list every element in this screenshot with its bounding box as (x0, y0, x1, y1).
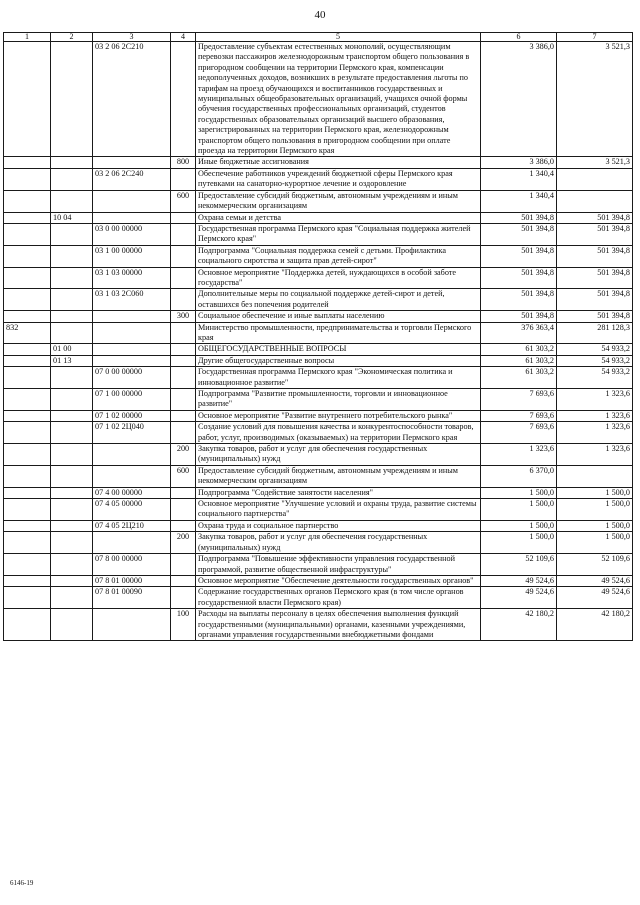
table-row (4, 422, 633, 444)
amount-year1-cell: 1 340,4 (481, 190, 557, 212)
column-number: 3 (93, 33, 171, 42)
admin-code-cell (4, 520, 51, 531)
admin-code-cell (4, 355, 51, 366)
admin-code-cell (4, 212, 51, 223)
description-cell: Социальное обеспечение и иные выплаты населению (196, 311, 481, 322)
amount-year1-cell: 61 303,2 (481, 344, 557, 355)
section-code-cell (51, 444, 93, 466)
admin-code-cell (4, 587, 51, 609)
amount-year2-cell: 49 524,6 (557, 575, 633, 586)
table-row (4, 609, 633, 641)
admin-code-cell (4, 157, 51, 168)
target-article-cell: 07 4 00 00000 (93, 487, 171, 498)
description-cell: Дополнительные меры по социальной поддержке детей-сирот и детей, оставшихся без попечения родителей (196, 289, 481, 311)
amount-year2-cell: 52 109,6 (557, 554, 633, 576)
admin-code-cell (4, 190, 51, 212)
amount-year2-cell: 501 394,8 (557, 289, 633, 311)
expense-type-cell: 200 (171, 444, 196, 466)
admin-code-cell (4, 487, 51, 498)
description-cell: Содержание государственных органов Пермского края (в том числе органов государственной власти Пермского края) (196, 587, 481, 609)
amount-year1-cell: 501 394,8 (481, 245, 557, 267)
section-code-cell: 01 00 (51, 344, 93, 355)
section-code-cell (51, 311, 93, 322)
description-cell: Расходы на выплаты персоналу в целях обеспечения выполнения функций государственными (муниципальными) органами, казенными учреждениями, органами управления государственными внебюджетными фондами (196, 609, 481, 641)
target-article-cell (93, 609, 171, 641)
section-code-cell (51, 190, 93, 212)
section-code-cell: 01 13 (51, 355, 93, 366)
description-cell: Основное мероприятие "Обеспечение деятельности государственных органов" (196, 575, 481, 586)
target-article-cell: 07 1 00 00000 (93, 389, 171, 411)
expense-type-cell (171, 212, 196, 223)
target-article-cell: 07 8 00 00000 (93, 554, 171, 576)
target-article-cell: 03 1 03 2С060 (93, 289, 171, 311)
description-cell: Охрана труда и социальное партнерство (196, 520, 481, 531)
table-row (4, 355, 633, 366)
amount-year1-cell: 7 693,6 (481, 422, 557, 444)
table-row (4, 322, 633, 344)
section-code-cell (51, 42, 93, 157)
description-cell: Другие общегосударственные вопросы (196, 355, 481, 366)
expense-type-cell (171, 289, 196, 311)
admin-code-cell (4, 42, 51, 157)
table-row (4, 157, 633, 168)
amount-year1-cell: 1 500,0 (481, 487, 557, 498)
amount-year2-cell: 281 128,3 (557, 322, 633, 344)
section-code-cell (51, 422, 93, 444)
column-number: 7 (557, 33, 633, 42)
table-row (4, 575, 633, 586)
admin-code-cell (4, 367, 51, 389)
expense-type-cell (171, 42, 196, 157)
expense-type-cell: 300 (171, 311, 196, 322)
description-cell: Министерство промышленности, предпринимательства и торговли Пермского края (196, 322, 481, 344)
target-article-cell (93, 465, 171, 487)
amount-year2-cell: 1 500,0 (557, 532, 633, 554)
section-code-cell (51, 245, 93, 267)
amount-year2-cell: 501 394,8 (557, 223, 633, 245)
column-number-row (4, 33, 633, 42)
amount-year1-cell: 501 394,8 (481, 311, 557, 322)
amount-year1-cell: 1 323,6 (481, 444, 557, 466)
column-number: 1 (4, 33, 51, 42)
section-code-cell (51, 499, 93, 521)
expense-type-cell (171, 245, 196, 267)
amount-year1-cell: 501 394,8 (481, 223, 557, 245)
amount-year2-cell: 3 521,3 (557, 157, 633, 168)
amount-year2-cell: 54 933,2 (557, 367, 633, 389)
section-code-cell (51, 410, 93, 421)
table-row (4, 344, 633, 355)
description-cell: Подпрограмма "Социальная поддержка семей с детьми. Профилактика социального сиротства и защита прав детей-сирот" (196, 245, 481, 267)
section-code-cell (51, 487, 93, 498)
table-row (4, 465, 633, 487)
description-cell: Обеспечение работников учреждений бюджетной сферы Пермского края путевками на санаторно-курортное лечение и оздоровление (196, 168, 481, 190)
expense-type-cell (171, 422, 196, 444)
table-row (4, 168, 633, 190)
target-article-cell: 07 4 05 00000 (93, 499, 171, 521)
admin-code-cell (4, 311, 51, 322)
amount-year2-cell: 1 323,6 (557, 444, 633, 466)
section-code-cell (51, 532, 93, 554)
table-row (4, 245, 633, 267)
admin-code-cell (4, 554, 51, 576)
amount-year1-cell: 42 180,2 (481, 609, 557, 641)
table-row (4, 42, 633, 157)
admin-code-cell (4, 422, 51, 444)
description-cell: Иные бюджетные ассигнования (196, 157, 481, 168)
amount-year2-cell: 1 500,0 (557, 499, 633, 521)
target-article-cell (93, 190, 171, 212)
amount-year1-cell: 61 303,2 (481, 367, 557, 389)
expense-type-cell (171, 223, 196, 245)
section-code-cell (51, 609, 93, 641)
section-code-cell (51, 157, 93, 168)
target-article-cell: 03 1 03 00000 (93, 267, 171, 289)
table-row (4, 487, 633, 498)
amount-year2-cell: 501 394,8 (557, 267, 633, 289)
expense-type-cell: 200 (171, 532, 196, 554)
expense-type-cell (171, 499, 196, 521)
expense-type-cell (171, 322, 196, 344)
admin-code-cell: 832 (4, 322, 51, 344)
table-row (4, 410, 633, 421)
amount-year2-cell (557, 190, 633, 212)
table-row (4, 499, 633, 521)
description-cell: Создание условий для повышения качества и конкурентоспособности товаров, работ, услуг, производимых (оказываемых) на территории Пермского края (196, 422, 481, 444)
target-article-cell (93, 322, 171, 344)
amount-year1-cell: 501 394,8 (481, 267, 557, 289)
description-cell: Государственная программа Пермского края "Экономическая политика и инновационное развитие" (196, 367, 481, 389)
expense-type-cell: 600 (171, 190, 196, 212)
column-number: 5 (196, 33, 481, 42)
expense-type-cell (171, 389, 196, 411)
amount-year2-cell: 1 323,6 (557, 422, 633, 444)
amount-year1-cell: 49 524,6 (481, 587, 557, 609)
admin-code-cell (4, 389, 51, 411)
amount-year1-cell: 52 109,6 (481, 554, 557, 576)
amount-year2-cell: 54 933,2 (557, 344, 633, 355)
amount-year1-cell: 3 386,0 (481, 42, 557, 157)
table-row (4, 520, 633, 531)
page-number: 40 (314, 9, 326, 21)
expense-type-cell (171, 554, 196, 576)
table-body (4, 33, 633, 641)
expense-type-cell (171, 575, 196, 586)
target-article-cell: 03 1 00 00000 (93, 245, 171, 267)
amount-year1-cell: 6 370,0 (481, 465, 557, 487)
amount-year2-cell: 42 180,2 (557, 609, 633, 641)
amount-year1-cell: 7 693,6 (481, 389, 557, 411)
target-article-cell: 07 0 00 00000 (93, 367, 171, 389)
admin-code-cell (4, 499, 51, 521)
description-cell: Закупка товаров, работ и услуг для обеспечения государственных (муниципальных) нужд (196, 532, 481, 554)
admin-code-cell (4, 532, 51, 554)
admin-code-cell (4, 267, 51, 289)
target-article-cell: 03 2 06 2С240 (93, 168, 171, 190)
section-code-cell (51, 223, 93, 245)
target-article-cell: 07 1 02 2Ц040 (93, 422, 171, 444)
section-code-cell (51, 520, 93, 531)
table-row (4, 532, 633, 554)
description-cell: Основное мероприятие "Развитие внутреннего потребительского рынка" (196, 410, 481, 421)
description-cell: Подпрограмма "Повышение эффективности управления государственной программой, развитие общественной инфраструктуры" (196, 554, 481, 576)
amount-year2-cell: 501 394,8 (557, 311, 633, 322)
expense-type-cell (171, 168, 196, 190)
expense-type-cell (171, 267, 196, 289)
admin-code-cell (4, 168, 51, 190)
expense-type-cell (171, 520, 196, 531)
amount-year2-cell: 501 394,8 (557, 245, 633, 267)
amount-year1-cell: 1 500,0 (481, 532, 557, 554)
description-cell: ОБЩЕГОСУДАРСТВЕННЫЕ ВОПРОСЫ (196, 344, 481, 355)
amount-year2-cell: 3 521,3 (557, 42, 633, 157)
target-article-cell: 07 8 01 00090 (93, 587, 171, 609)
amount-year1-cell: 1 500,0 (481, 520, 557, 531)
section-code-cell (51, 465, 93, 487)
amount-year2-cell: 49 524,6 (557, 587, 633, 609)
section-code-cell (51, 389, 93, 411)
amount-year2-cell: 54 933,2 (557, 355, 633, 366)
target-article-cell: 03 2 06 2С210 (93, 42, 171, 157)
section-code-cell (51, 587, 93, 609)
target-article-cell (93, 532, 171, 554)
amount-year1-cell: 501 394,8 (481, 212, 557, 223)
amount-year1-cell: 376 363,4 (481, 322, 557, 344)
amount-year1-cell: 61 303,2 (481, 355, 557, 366)
section-code-cell (51, 554, 93, 576)
admin-code-cell (4, 444, 51, 466)
expense-type-cell: 600 (171, 465, 196, 487)
section-code-cell (51, 267, 93, 289)
section-code-cell: 10 04 (51, 212, 93, 223)
expense-type-cell (171, 487, 196, 498)
description-cell: Предоставление субъектам естественных монополий, осуществляющим перевозки пассажиров железнодорожным транспортом общего пользования в пригородном сообщении на территории Пермского края, компенсации недополученных доходов, возникших в результате предоставления льготы по тарифам на проезд обучающихся и воспитанников государственных и муниципальных общеобразовательных организаций, учащихся очной формы обучения государственных профессиональных организаций, студентов государственных образовательных организаций высшего образования, зарегистрированных на территории Пермского края, железнодорожным транспортом общего пользования в пригородном сообщении при оплате проезда на территории Пермского края (196, 42, 481, 157)
amount-year2-cell: 1 500,0 (557, 487, 633, 498)
amount-year1-cell: 7 693,6 (481, 410, 557, 421)
expense-type-cell (171, 367, 196, 389)
table-row (4, 212, 633, 223)
table-row (4, 223, 633, 245)
table-row (4, 289, 633, 311)
expense-type-cell (171, 344, 196, 355)
section-code-cell (51, 168, 93, 190)
column-number: 6 (481, 33, 557, 42)
target-article-cell (93, 355, 171, 366)
admin-code-cell (4, 344, 51, 355)
target-article-cell: 03 0 00 00000 (93, 223, 171, 245)
expense-type-cell (171, 410, 196, 421)
amount-year1-cell: 49 524,6 (481, 575, 557, 586)
footer-code: 6146-19 (10, 879, 34, 887)
amount-year1-cell: 501 394,8 (481, 289, 557, 311)
admin-code-cell (4, 289, 51, 311)
table-row (4, 311, 633, 322)
column-number: 2 (51, 33, 93, 42)
amount-year2-cell: 1 500,0 (557, 520, 633, 531)
target-article-cell: 07 4 05 2Ц210 (93, 520, 171, 531)
amount-year2-cell (557, 465, 633, 487)
description-cell: Основное мероприятие "Улучшение условий и охраны труда, развитие системы социального партнерства" (196, 499, 481, 521)
amount-year2-cell: 501 394,8 (557, 212, 633, 223)
column-number: 4 (171, 33, 196, 42)
description-cell: Государственная программа Пермского края "Социальная поддержка жителей Пермского края" (196, 223, 481, 245)
target-article-cell (93, 444, 171, 466)
section-code-cell (51, 322, 93, 344)
table-row (4, 367, 633, 389)
admin-code-cell (4, 575, 51, 586)
expense-type-cell: 100 (171, 609, 196, 641)
target-article-cell (93, 344, 171, 355)
section-code-cell (51, 367, 93, 389)
table-row (4, 554, 633, 576)
budget-table (3, 32, 633, 641)
table-row (4, 587, 633, 609)
admin-code-cell (4, 410, 51, 421)
amount-year2-cell: 1 323,6 (557, 389, 633, 411)
target-article-cell (93, 157, 171, 168)
amount-year2-cell (557, 168, 633, 190)
amount-year2-cell: 1 323,6 (557, 410, 633, 421)
expense-type-cell: 800 (171, 157, 196, 168)
table-row (4, 389, 633, 411)
expense-type-cell (171, 587, 196, 609)
table-row (4, 267, 633, 289)
section-code-cell (51, 575, 93, 586)
description-cell: Охрана семьи и детства (196, 212, 481, 223)
amount-year1-cell: 3 386,0 (481, 157, 557, 168)
amount-year1-cell: 1 340,4 (481, 168, 557, 190)
admin-code-cell (4, 465, 51, 487)
table-row (4, 444, 633, 466)
description-cell: Подпрограмма "Содействие занятости населения" (196, 487, 481, 498)
description-cell: Закупка товаров, работ и услуг для обеспечения государственных (муниципальных) нужд (196, 444, 481, 466)
amount-year1-cell: 1 500,0 (481, 499, 557, 521)
description-cell: Предоставление субсидий бюджетным, автономным учреждениям и иным некоммерческим организациям (196, 190, 481, 212)
description-cell: Основное мероприятие "Поддержка детей, нуждающихся в особой заботе государства" (196, 267, 481, 289)
admin-code-cell (4, 223, 51, 245)
target-article-cell: 07 1 02 00000 (93, 410, 171, 421)
target-article-cell: 07 8 01 00000 (93, 575, 171, 586)
expense-type-cell (171, 355, 196, 366)
admin-code-cell (4, 245, 51, 267)
target-article-cell (93, 311, 171, 322)
admin-code-cell (4, 609, 51, 641)
target-article-cell (93, 212, 171, 223)
section-code-cell (51, 289, 93, 311)
table-row (4, 190, 633, 212)
description-cell: Предоставление субсидий бюджетным, автономным учреждениям и иным некоммерческим организациям (196, 465, 481, 487)
description-cell: Подпрограмма "Развитие промышленности, торговли и инновационное развитие" (196, 389, 481, 411)
